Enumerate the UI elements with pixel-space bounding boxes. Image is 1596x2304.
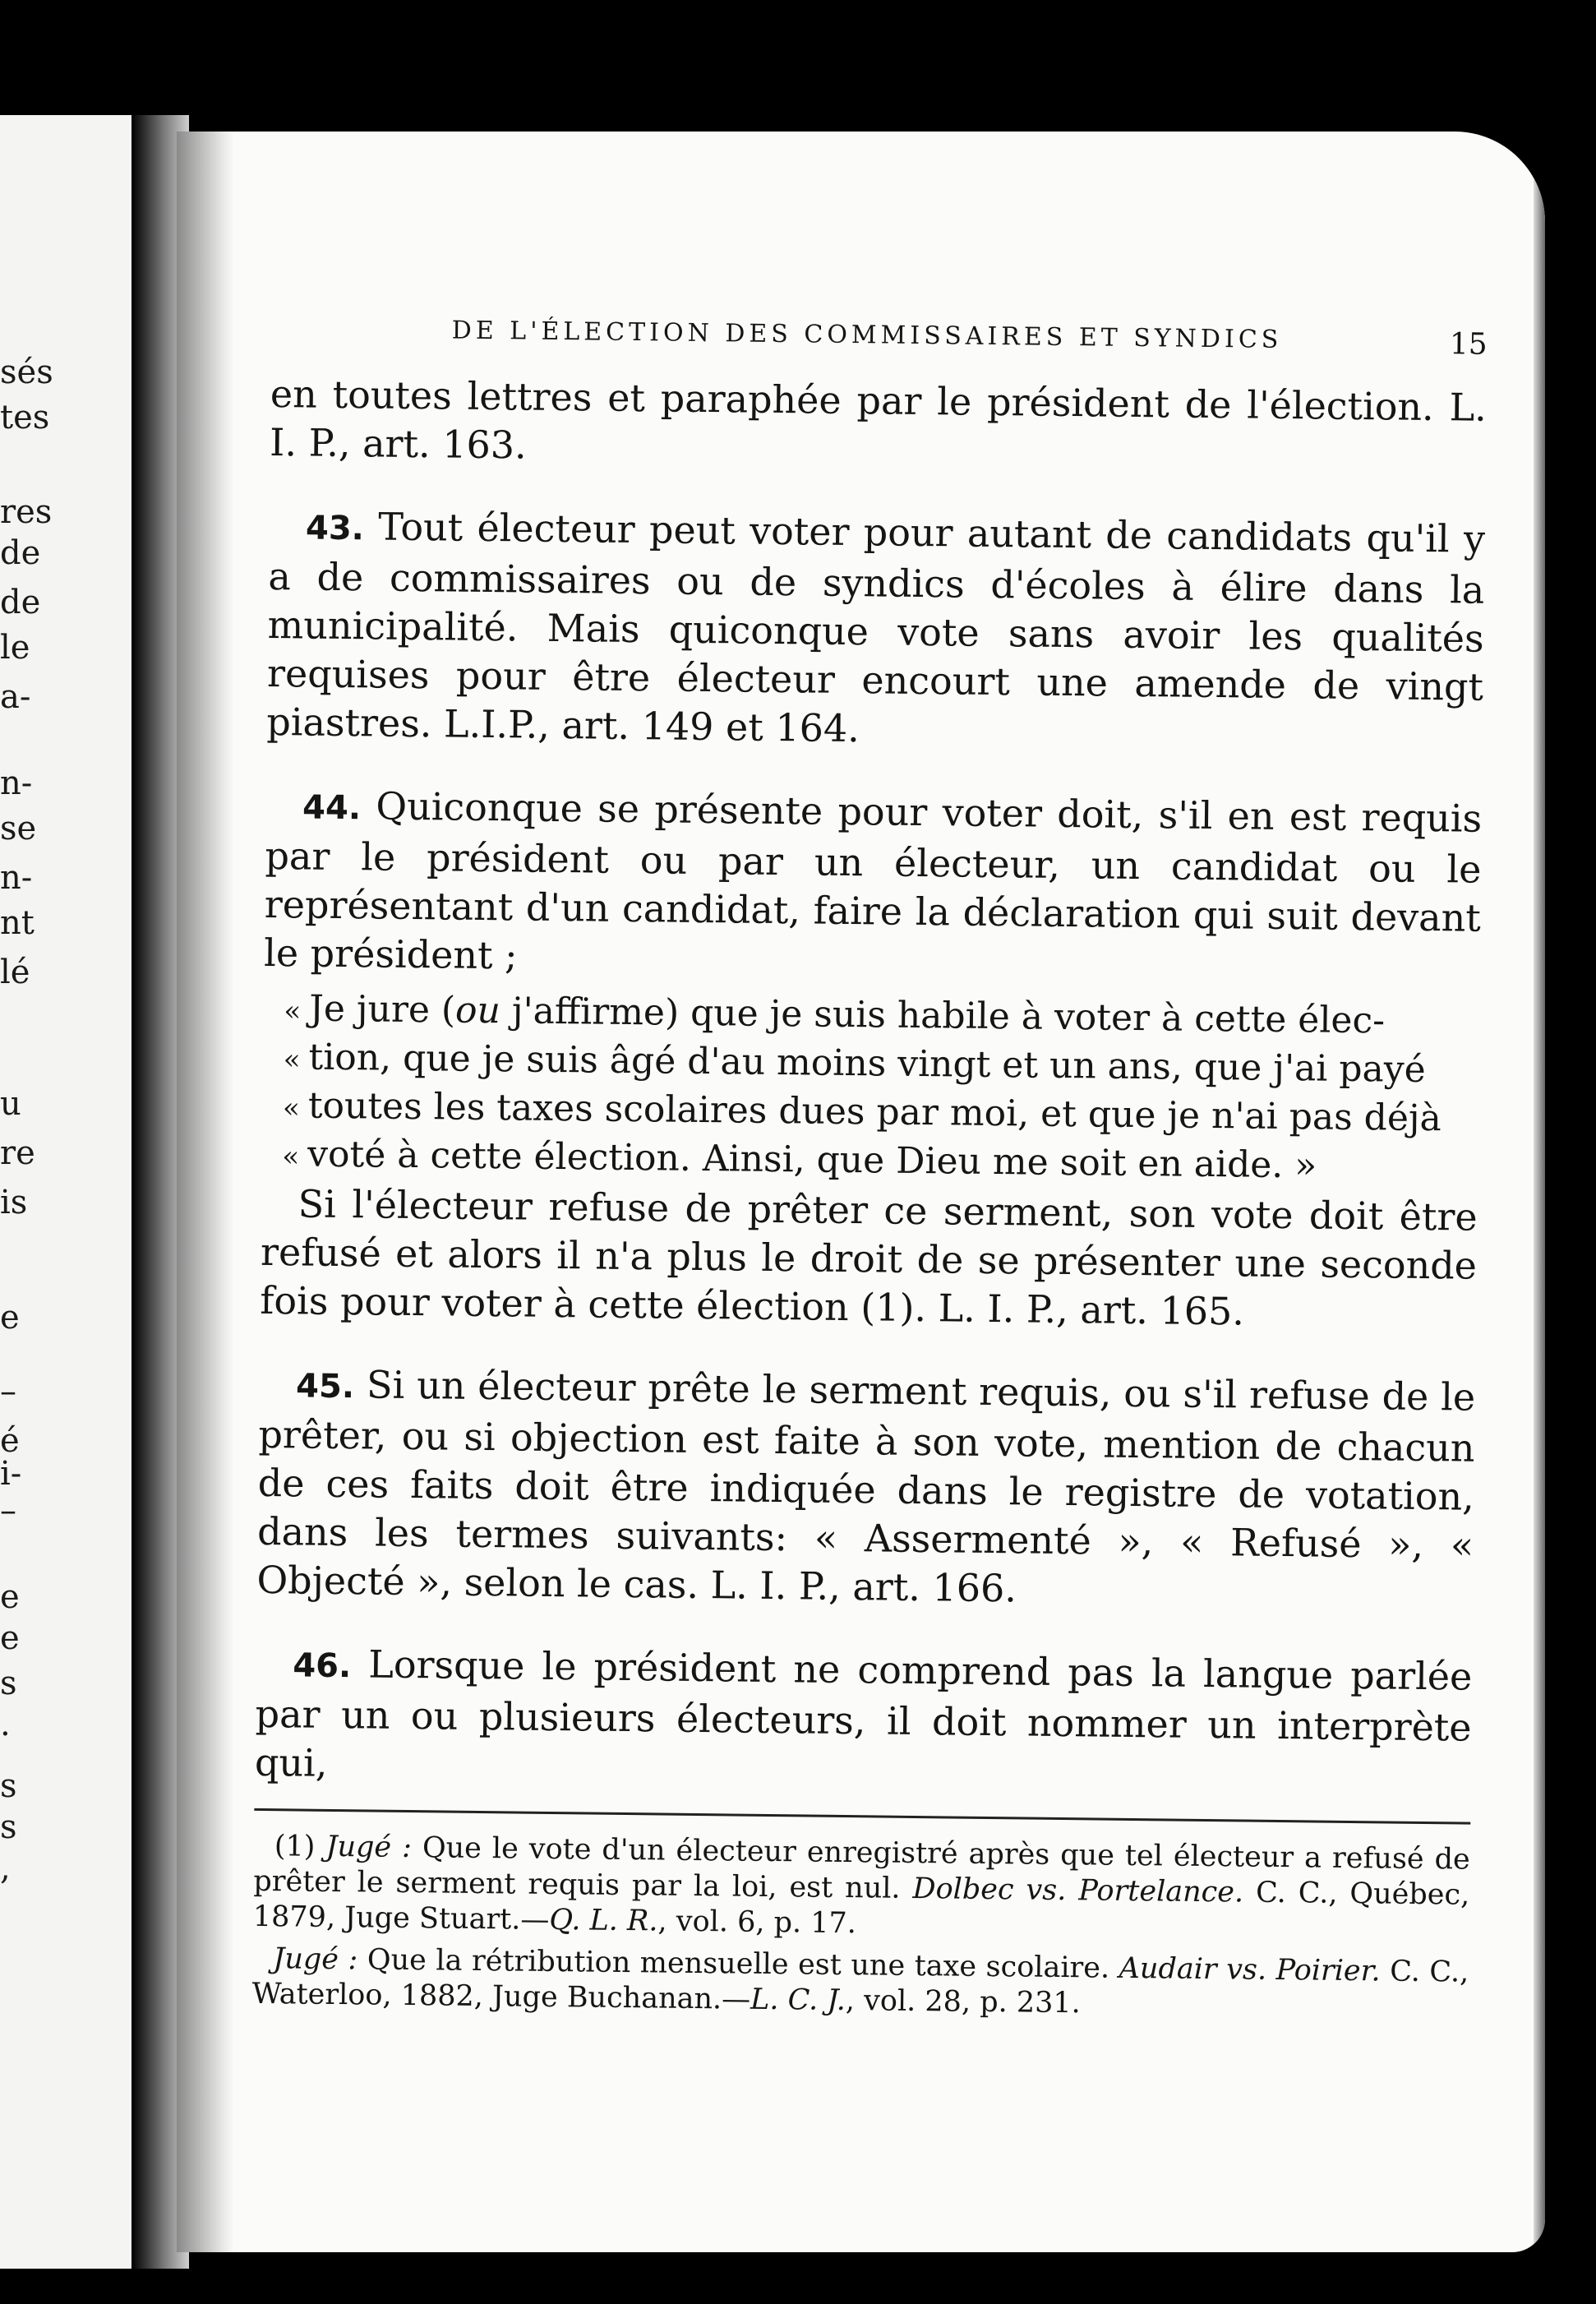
- previous-page-fragment: u: [0, 1085, 21, 1123]
- previous-page-fragment: é: [0, 1422, 20, 1460]
- section-43: [266, 501, 1485, 760]
- section-45-text: Si un électeur prête le serment requis, ou s'il refuse de le prêter, ou si objection est faite à son vote, mention de chacun de ces faits doit être indiquée dans le registre de votation, dans les termes suivants: « Assermenté », « Refusé », « Objecté », selon le cas. L. I. P., art. 166.: [256, 1362, 1476, 1611]
- section-46-text: Lorsque le président ne comprend pas la langue parlée par un ou plusieurs électeurs, il doit nommer un interprète qui,: [254, 1641, 1473, 1785]
- open-quote-mark: «: [284, 995, 302, 1028]
- section-46-number: 46.: [293, 1646, 352, 1686]
- previous-page-fragment: n-: [0, 859, 33, 897]
- book-page: [177, 132, 1545, 2252]
- section-45-number: 45.: [295, 1367, 355, 1406]
- previous-page-fragment: e: [0, 1619, 20, 1657]
- section-43-number: 43.: [305, 509, 365, 548]
- previous-page-fragment: a-: [0, 678, 31, 716]
- section-44: [264, 781, 1483, 991]
- section-43-text: Tout électeur peut voter pour autant de candidats qu'il y a de commissaires ou de syndics d'écoles à élire dans la municipalité. Mais quiconque vote sans avoir les qualités requises pour être électeur encourt une amende de vingt piastres. L.I.P., art. 149 et 164.: [266, 504, 1486, 751]
- page-content: [252, 314, 1488, 2026]
- page-number: 15: [1449, 327, 1488, 362]
- previous-page-fragment: ,: [0, 1849, 11, 1887]
- previous-page-fragment: is: [0, 1184, 28, 1221]
- previous-page-fragment: de: [0, 534, 41, 572]
- oath-line-4: « voté à cette élection. Ainsi, que Dieu me soit en aide. »: [282, 1133, 1317, 1187]
- oath-line-3: « toutes les taxes scolaires dues par moi, et que je n'ai pas déjà: [282, 1084, 1442, 1140]
- previous-page-fragment: e: [0, 1578, 20, 1616]
- footnote-1-case: Dolbec vs. Portelance.: [912, 1872, 1244, 1909]
- previous-page-fragment: tes: [0, 399, 50, 436]
- footnote-1: (1) Jugé : Que le vote d'un électeur enregistré après que tel électeur a refusé de prêter le serment requis par la loi, est nul. Dolbec vs. Portelance. C. C., Québec, 1879, Juge Stuart.—Q. L. R., vol. 6, p. 17.: [252, 1830, 1470, 1941]
- previous-page-fragment: le: [0, 629, 30, 667]
- section-44-continued: Si l'électeur refuse de prêter ce serment, son vote doit être refusé et alors il n'a plus le droit de se présenter une seconde fois pour voter à cette élection (1). L. I. P., art. 165.: [260, 1181, 1478, 1334]
- footnote-1-juge: Jugé :: [325, 1830, 413, 1865]
- footnote-rule: [254, 1808, 1470, 1825]
- previous-page-fragment: lé: [0, 953, 30, 991]
- section-46: [255, 1639, 1473, 1801]
- section-44-number: 44.: [302, 788, 362, 828]
- previous-page-fragment: res: [0, 493, 53, 531]
- section-45: [256, 1360, 1475, 1618]
- section-44-text: Quiconque se présente pour voter doit, s'il en est requis par le président ou par un électeur, un candidat ou le représentant d'un candidat, faire la déclaration qui suit devant le président ;: [263, 783, 1483, 978]
- footnote-2-juge: Jugé :: [273, 1942, 358, 1977]
- running-head: [270, 314, 1488, 377]
- previous-page-fragment: .: [0, 1706, 11, 1743]
- oath-ou-italic: ou: [454, 989, 501, 1032]
- previous-page-fragment: s: [0, 1808, 17, 1846]
- footnote-1-marker: (1): [274, 1830, 316, 1863]
- page-right-edge: [1534, 132, 1545, 2252]
- previous-page-fragment: –: [0, 1373, 16, 1411]
- previous-page-fragment: e: [0, 1299, 20, 1337]
- oath-quote: [282, 986, 1480, 1193]
- oath-line-1: « Je jure (ou j'affirme) que je suis habile à voter à cette élec-: [284, 987, 1386, 1042]
- previous-page-fragment: –: [0, 1492, 16, 1530]
- running-head-title: DE L'ÉLECTION DES COMMISSAIRES ET SYNDICS: [451, 316, 1283, 354]
- footnote-2: Jugé : Que la rétribution mensuelle est une taxe scolaire. Audair vs. Poirier. C. C., Waterloo, 1882, Juge Buchanan.—L. C. J., vol. 28, p. 231.: [251, 1942, 1469, 2020]
- previous-page-fragment: sés: [0, 353, 53, 391]
- footnote-2-case: Audair vs. Poirier.: [1119, 1951, 1381, 1988]
- previous-page-fragment: nt: [0, 904, 35, 942]
- previous-page-fragment: se: [0, 810, 37, 847]
- previous-page-fragment: s: [0, 1665, 17, 1702]
- paragraph-continued: en toutes lettres et paraphée par le président de l'élection. L. I. P., art. 163.: [269, 371, 1488, 468]
- previous-page-fragment: re: [0, 1134, 35, 1172]
- previous-page-fragment: i-: [0, 1455, 22, 1493]
- previous-page-fragment: n-: [0, 764, 33, 802]
- page-curl-shade: [177, 132, 234, 2252]
- previous-page-fragment: de: [0, 584, 41, 621]
- oath-line-2: « tion, que je suis âgé d'au moins vingt et un ans, que j'ai payé: [283, 1036, 1426, 1091]
- previous-page-fragment: s: [0, 1767, 17, 1805]
